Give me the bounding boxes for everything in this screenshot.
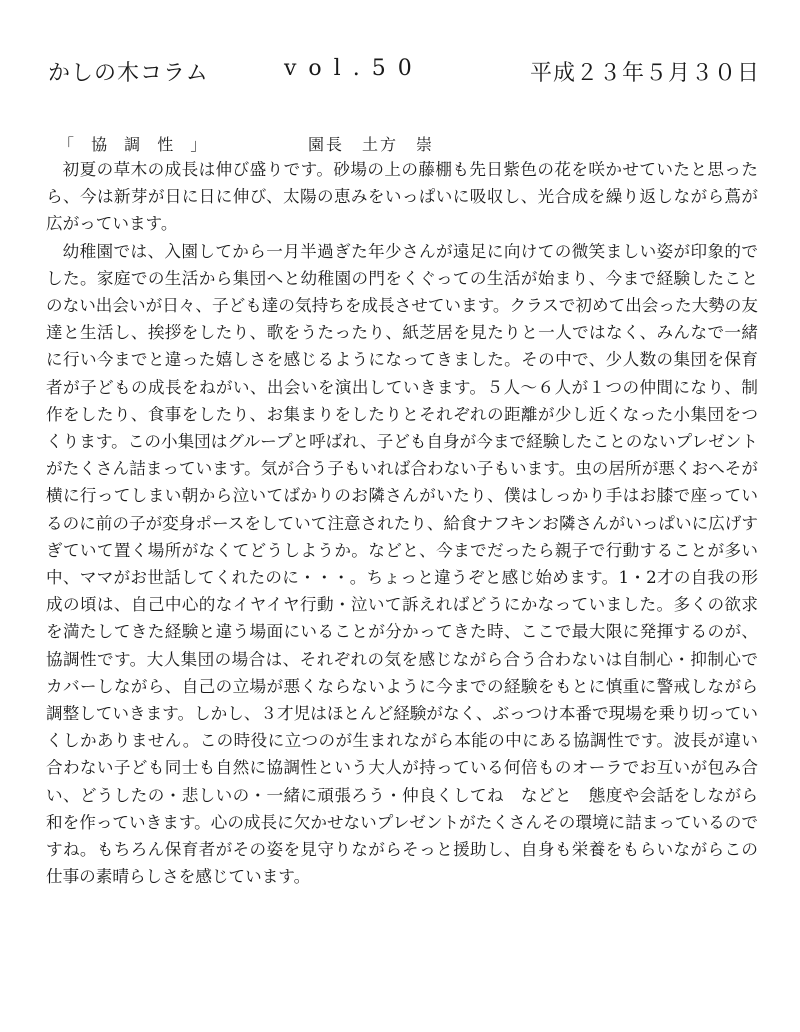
- column-title: かしの木コラム: [48, 61, 209, 86]
- article-author: 園長 土方 崇: [308, 135, 435, 154]
- issue-date: 平成２３年５月３０日: [529, 61, 760, 86]
- paragraph: 初夏の草木の成長は伸び盛りです。砂場の上の藤棚も先日紫色の花を咲かせていたと思ったら、今は新芽が日に日に伸び、太陽の恵みをいっぱいに吸収し、光合成を繰り返しながら蔦が広がっています。: [46, 160, 758, 234]
- paragraph: 幼稚園では、入園してから一月半過ぎた年少さんが遠足に向けての微笑ましい姿が印象的でした。家庭での生活から集団へと幼稚園の門をくぐっての生活が始まり、今まで経験したことのない出会いが日々、子ども達の気持ちを成長させています。クラスで初めて出会った大勢の友達と生活し、挨拶をしたり、歌をうたったり、紙芝居を見たりと一人ではなく、みんなで一緒に行い今までと違った嬉しさを感じるようになってきました。その中で、少人数の集団を保育者が子どもの成長をねがい、出会いを演出していきます。５人～６人が１つの仲間になり、制作をしたり、食事をしたり、お集まりをしたりとそれぞれの距離が少し近くなった小集団をつくります。この小集団はグループと呼ばれ、子ども自身が今まで経験したことのないプレゼントがたくさん詰まっています。気が合う子もいれば合わない子もいます。虫の居所が悪くおへそが横に行ってしまい朝から泣いてばかりのお隣さんがいたり、僕はしっかり手はお膝で座っているのに前の子が変身ポースをしていて注意されたり、給食ナフキンお隣さんがいっぱいに広げすぎていて置く場所がなくてどうしようか。などと、今までだったら親子で行動することが多い中、ママがお世話してくれたのに・・・。ちょっと違うぞと感じ始めます。1・2才の自我の形成の頃は、自己中心的なイヤイヤ行動・泣いて訴えればどうにかなっていました。多くの欲求を満たしてきた経験と違う場面にいることが分かってきた時、ここで最大限に発揮するのが、協調性です。大人集団の場合は、それぞれの気を感じながら合う合わないは自制心・抑制心でカバーしながら、自己の立場が悪くならないように今までの経験をもとに慎重に警戒しながら調整していきます。しかし、３才児はほとんど経験がなく、ぶっつけ本番で現場を乗り切っていくしかありません。この時役に立つのが生まれながら本能の中にある協調性です。波長が違い合わない子ども同士も自然に協調性という大人が持っている何倍ものオーラでお互いが包み合い、どうしたの・悲しいの・一緒に頑張ろう・仲良くしてね などと 態度や会話をしながら和を作っていきます。心の成長に欠かせないプレゼントがたくさんその環境に詰まっているのですね。もちろん保育者がその姿を見守りながらそっと援助し、自身も栄養をもらいながらこの仕事の素晴らしさを感じています。: [46, 241, 758, 887]
- article-subheading: [58, 132, 758, 156]
- column-header: [48, 56, 760, 90]
- volume-number: vol.50: [284, 56, 424, 81]
- article-body: [46, 156, 758, 890]
- article-topic: 「 協 調 性 」: [58, 135, 213, 154]
